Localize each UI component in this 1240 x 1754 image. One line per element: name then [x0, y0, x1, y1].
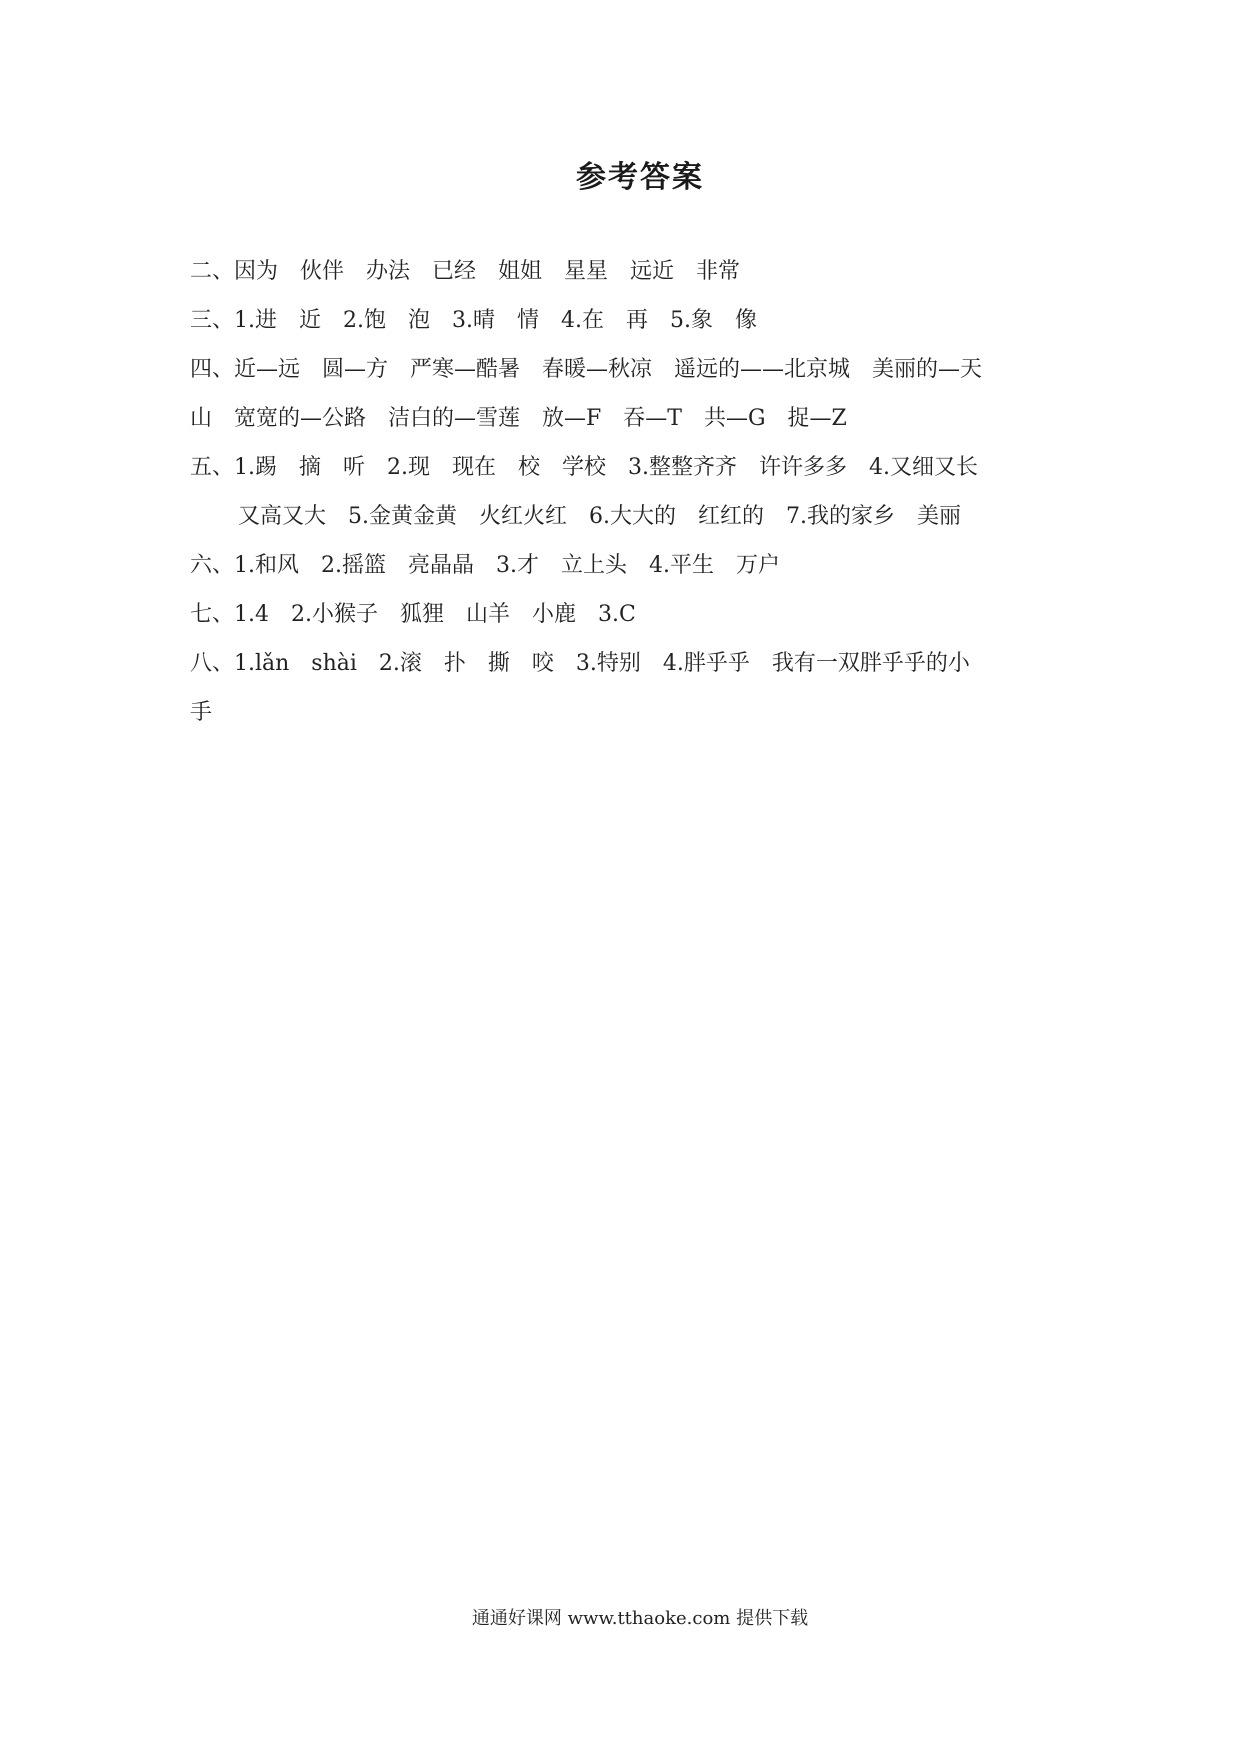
answer-line-8: 八、1.lǎn shài 2.滚 扑 撕 咬 3.特别 4.胖乎乎 我有一双胖乎乎的小: [190, 651, 970, 676]
page-footer: 通通好课网 www.tthaoke.com 提供下载: [471, 1608, 809, 1629]
answer-line-2: 二、因为 伙伴 办法 已经 姐姐 星星 远近 非常: [190, 259, 741, 284]
answer-line-5-continued: 又高又大 5.金黄金黄 火红火红 6.大大的 红红的 7.我的家乡 美丽: [238, 504, 961, 529]
answer-list: [190, 247, 1110, 737]
answer-line-6: 六、1.和风 2.摇篮 亮晶晶 3.才 立上头 4.平生 万户: [190, 553, 780, 578]
answer-line-3: 三、1.进 近 2.饱 泡 3.晴 情 4.在 再 5.象 像: [190, 308, 757, 333]
answer-line-5: 五、1.踢 摘 听 2.现 现在 校 学校 3.整整齐齐 许许多多 4.又细又长: [190, 455, 978, 480]
page-title: 参考答案: [576, 160, 704, 195]
answer-line-4: 四、近—远 圆—方 严寒—酷暑 春暖—秋凉 遥远的——北京城 美丽的—天: [190, 357, 983, 382]
answer-line-7: 七、1.4 2.小猴子 狐狸 山羊 小鹿 3.C: [190, 602, 636, 627]
answer-line-8-continued: 手: [190, 700, 213, 725]
answer-line-4-continued: 山 宽宽的—公路 洁白的—雪莲 放—F 吞—T 共—G 捉—Z: [190, 406, 847, 431]
